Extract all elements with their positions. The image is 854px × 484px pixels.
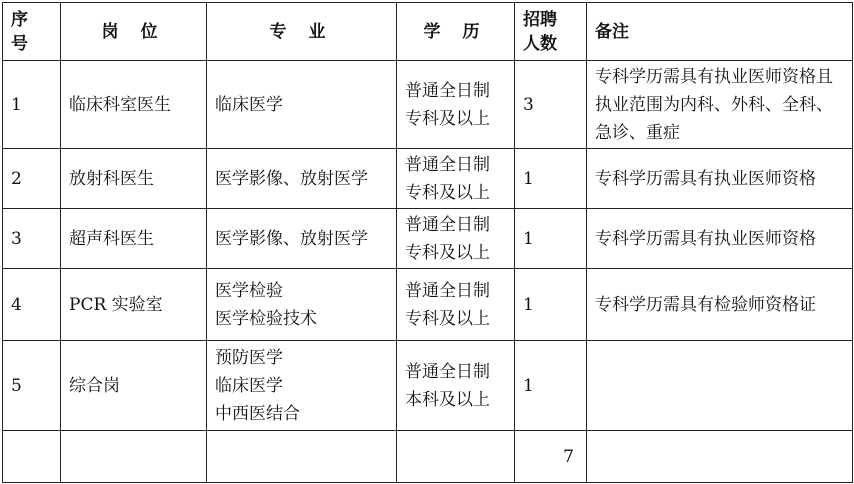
- header-index: [3, 3, 61, 61]
- table-row: [3, 341, 853, 431]
- major-line: 预防医学: [215, 347, 283, 368]
- cell-count: 1: [515, 149, 587, 209]
- cell-index: 4: [3, 269, 61, 341]
- major-line: 中西医结合: [215, 403, 300, 424]
- cell-index: 5: [3, 341, 61, 431]
- cell-position: 综合岗: [61, 341, 207, 431]
- education-line: 专科及以上: [405, 242, 490, 263]
- table-row: [3, 61, 853, 149]
- cell-position: 超声科医生: [61, 209, 207, 269]
- header-count-line-1: 招聘: [523, 9, 557, 30]
- total-empty-cell: [61, 431, 207, 483]
- cell-index: 2: [3, 149, 61, 209]
- cell-count: 1: [515, 209, 587, 269]
- education-line: 专科及以上: [405, 182, 490, 203]
- header-count: [515, 3, 587, 61]
- header-note: 备注: [587, 3, 853, 61]
- cell-position: PCR 实验室: [61, 269, 207, 341]
- table-row: [3, 209, 853, 269]
- education-line: 普通全日制: [405, 280, 490, 301]
- major-line: 临床医学: [215, 94, 283, 115]
- recruitment-table: [2, 2, 853, 483]
- cell-education: [397, 341, 515, 431]
- education-line: 普通全日制: [405, 154, 490, 175]
- major-line: 医学影像、放射医学: [215, 228, 368, 249]
- cell-index: 3: [3, 209, 61, 269]
- cell-education: [397, 61, 515, 149]
- cell-count: 1: [515, 341, 587, 431]
- header-major: 专 业: [207, 3, 397, 61]
- cell-education: [397, 209, 515, 269]
- cell-education: [397, 269, 515, 341]
- cell-note: 专科学历需具有执业医师资格且执业范围为内科、外科、全科、急诊、重症: [587, 61, 853, 149]
- total-empty-cell: [3, 431, 61, 483]
- header-education: 学 历: [397, 3, 515, 61]
- table-row: [3, 269, 853, 341]
- table-row: [3, 149, 853, 209]
- cell-note: 专科学历需具有执业医师资格: [587, 149, 853, 209]
- header-position: 岗 位: [61, 3, 207, 61]
- major-line: 医学检验技术: [215, 308, 317, 329]
- total-empty-cell: [207, 431, 397, 483]
- cell-note: 专科学历需具有执业医师资格: [587, 209, 853, 269]
- education-line: 普通全日制: [405, 361, 490, 382]
- cell-position: 放射科医生: [61, 149, 207, 209]
- education-line: 专科及以上: [405, 308, 490, 329]
- cell-major: [207, 61, 397, 149]
- cell-note: [587, 341, 853, 431]
- cell-count: 3: [515, 61, 587, 149]
- cell-education: [397, 149, 515, 209]
- major-line: 临床医学: [215, 375, 283, 396]
- education-line: 专科及以上: [405, 108, 490, 129]
- cell-major: [207, 149, 397, 209]
- table-header-row: [3, 3, 853, 61]
- total-empty-cell: [587, 431, 853, 483]
- cell-major: [207, 341, 397, 431]
- cell-note: 专科学历需具有检验师资格证: [587, 269, 853, 341]
- education-line: 普通全日制: [405, 214, 490, 235]
- header-index-line-2: 号: [11, 33, 28, 54]
- education-line: 普通全日制: [405, 80, 490, 101]
- header-count-line-2: 人数: [523, 33, 557, 54]
- cell-count: 1: [515, 269, 587, 341]
- total-count: 7: [515, 431, 587, 483]
- major-line: 医学检验: [215, 280, 283, 301]
- cell-major: [207, 209, 397, 269]
- cell-index: 1: [3, 61, 61, 149]
- cell-position: 临床科室医生: [61, 61, 207, 149]
- major-line: 医学影像、放射医学: [215, 168, 368, 189]
- education-line: 本科及以上: [405, 389, 490, 410]
- header-index-line-1: 序: [11, 9, 28, 30]
- cell-major: [207, 269, 397, 341]
- table-total-row: [3, 431, 853, 483]
- total-empty-cell: [397, 431, 515, 483]
